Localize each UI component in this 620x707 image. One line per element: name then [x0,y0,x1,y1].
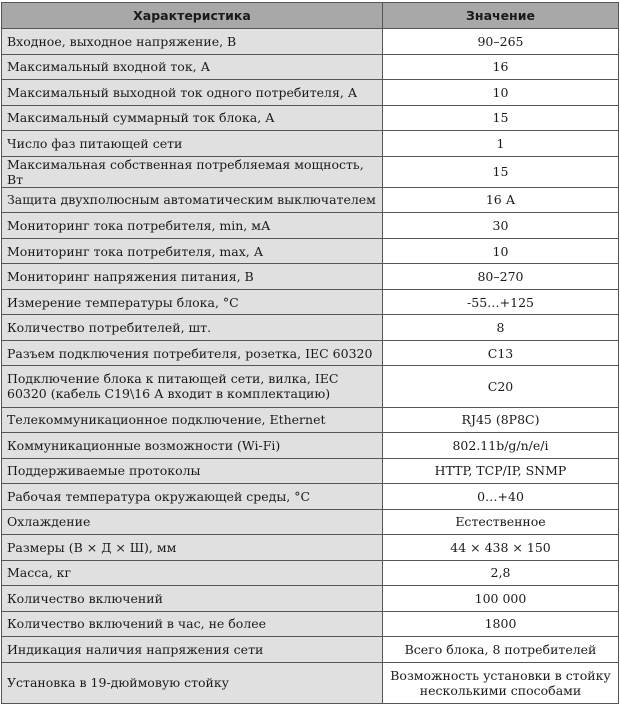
characteristic-cell: Мониторинг тока потребителя, max, А [2,238,383,264]
characteristic-cell: Число фаз питающей сети [2,131,383,157]
value-cell: 10 [383,80,619,106]
value-cell: 30 [383,213,619,239]
value-cell: 2,8 [383,560,619,586]
table-row [2,238,619,264]
characteristic-cell: Количество потребителей, шт. [2,315,383,341]
characteristic-cell: Телекоммуникационное подключение, Ethernet [2,407,383,433]
characteristic-cell: Количество включений [2,586,383,612]
value-cell: 8 [383,315,619,341]
table-row [2,662,619,703]
value-cell: 16 А [383,187,619,213]
table-row [2,366,619,407]
table-row [2,484,619,510]
table-row [2,264,619,290]
table-row [2,187,619,213]
value-cell: 1 [383,131,619,157]
table-row [2,54,619,80]
table-row [2,560,619,586]
table-row [2,131,619,157]
value-cell: Естественное [383,509,619,535]
table-row [2,433,619,459]
table-row [2,105,619,131]
characteristic-cell: Разъем подключения потребителя, розетка, IEC 60320 [2,340,383,366]
characteristic-cell: Защита двухполюсным автоматическим выключателем [2,187,383,213]
table-row [2,637,619,663]
table-row [2,509,619,535]
characteristic-cell: Рабочая температура окружающей среды, °С [2,484,383,510]
table-row [2,29,619,55]
value-cell: C13 [383,340,619,366]
characteristic-cell: Максимальная собственная потребляемая мощность, Вт [2,156,383,187]
characteristic-cell: Мониторинг напряжения питания, В [2,264,383,290]
value-cell: 0…+40 [383,484,619,510]
characteristic-cell: Количество включений в час, не более [2,611,383,637]
characteristic-cell: Входное, выходное напряжение, В [2,29,383,55]
table-row [2,80,619,106]
value-cell: 90–265 [383,29,619,55]
table-row [2,340,619,366]
value-cell: HTTP, TCP/IP, SNMP [383,458,619,484]
value-cell: 44 × 438 × 150 [383,535,619,561]
characteristic-cell: Максимальный выходной ток одного потребителя, А [2,80,383,106]
characteristic-cell: Охлаждение [2,509,383,535]
value-cell: 15 [383,105,619,131]
table-row [2,407,619,433]
table-row [2,535,619,561]
value-cell: 1800 [383,611,619,637]
value-cell: Всего блока, 8 потребителей [383,637,619,663]
header-value: Значение [383,3,619,29]
value-cell: Возможность установки в стойку несколькими способами [383,662,619,703]
characteristic-cell: Максимальный входной ток, А [2,54,383,80]
table-row [2,213,619,239]
characteristic-cell: Поддерживаемые протоколы [2,458,383,484]
characteristic-cell: Размеры (В × Д × Ш), мм [2,535,383,561]
value-cell: 16 [383,54,619,80]
table-row [2,289,619,315]
table-body [2,29,619,704]
table-header-row [2,3,619,29]
value-cell: RJ45 (8P8C) [383,407,619,433]
value-cell: 15 [383,156,619,187]
table-row [2,586,619,612]
table-row [2,458,619,484]
characteristic-cell: Подключение блока к питающей сети, вилка, IEC 60320 (кабель С19\16 А входит в комплектацию) [2,366,383,407]
characteristic-cell: Индикация наличия напряжения сети [2,637,383,663]
characteristic-cell: Измерение температуры блока, °С [2,289,383,315]
table-row [2,156,619,187]
value-cell: C20 [383,366,619,407]
table-row [2,315,619,341]
header-characteristic: Характеристика [2,3,383,29]
value-cell: 80–270 [383,264,619,290]
value-cell: 10 [383,238,619,264]
specifications-table [1,2,619,704]
table-row [2,611,619,637]
value-cell: 802.11b/g/n/e/i [383,433,619,459]
characteristic-cell: Максимальный суммарный ток блока, А [2,105,383,131]
characteristic-cell: Коммуникационные возможности (Wi-Fi) [2,433,383,459]
value-cell: 100 000 [383,586,619,612]
value-cell: -55…+125 [383,289,619,315]
characteristic-cell: Установка в 19-дюймовую стойку [2,662,383,703]
characteristic-cell: Мониторинг тока потребителя, min, мА [2,213,383,239]
characteristic-cell: Масса, кг [2,560,383,586]
